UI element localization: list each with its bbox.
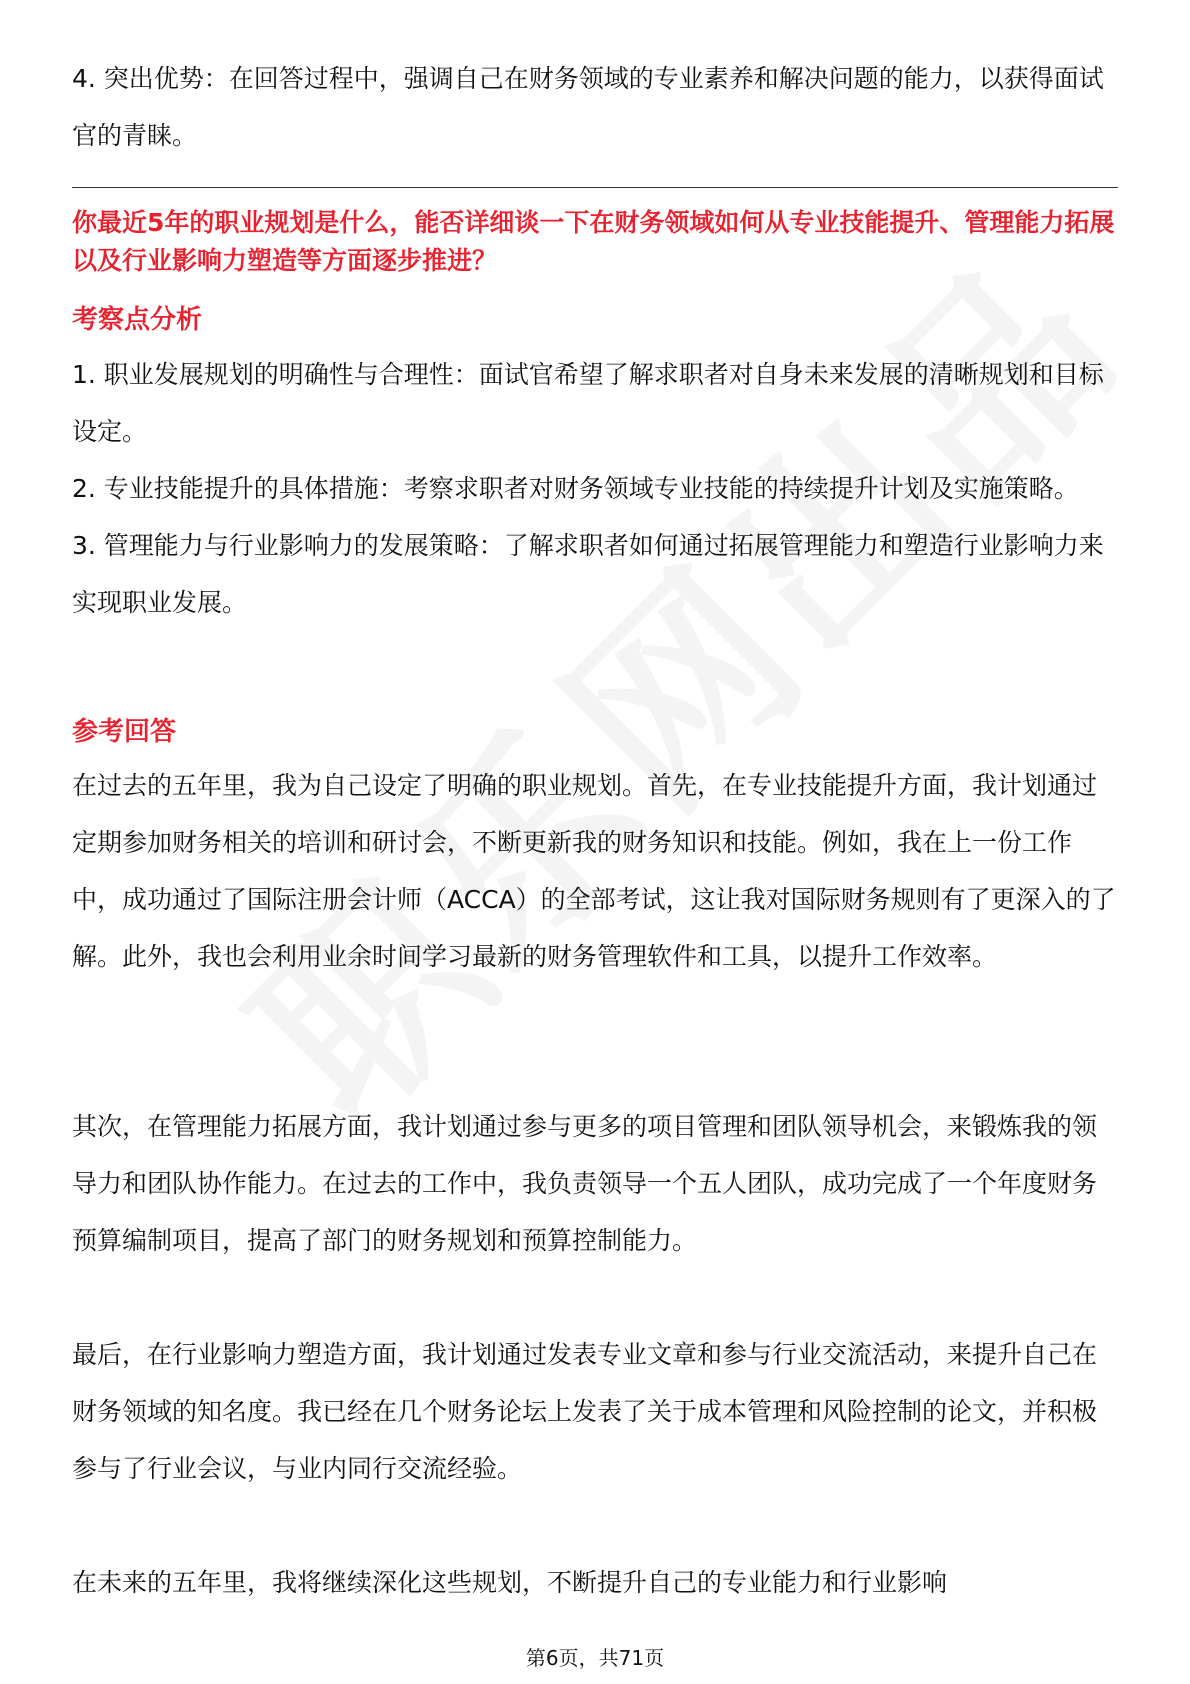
intro-paragraph: 4. 突出优势：在回答过程中，强调自己在财务领域的专业素养和解决问题的能力，以获得面试官的青睐。 — [72, 64, 1104, 150]
answer-paragraph: 在未来的五年里，我将继续深化这些规划，不断提升自己的专业能力和行业影响 — [72, 1568, 948, 1597]
answer-paragraph: 最后，在行业影响力塑造方面，我计划通过发表专业文章和参与行业交流活动，来提升自己在财务领域的知名度。我已经在几个财务论坛上发表了关于成本管理和风险控制的论文，并积极参与了行业会议，与业内同行交流经验。 — [72, 1340, 1098, 1483]
analysis-item: 2. 专业技能提升的具体措施：考察求职者对财务领域专业技能的持续提升计划及实施策略。 — [72, 474, 1079, 503]
analysis-item: 1. 职业发展规划的明确性与合理性：面试官希望了解求职者对自身未来发展的清晰规划和目标设定。 — [72, 360, 1104, 446]
analysis-item: 3. 管理能力与行业影响力的发展策略：了解求职者如何通过拓展管理能力和塑造行业影响力来实现职业发展。 — [72, 531, 1104, 617]
section-divider — [72, 187, 1118, 188]
answer-paragraph: 其次，在管理能力拓展方面，我计划通过参与更多的项目管理和团队领导机会，来锻炼我的领导力和团队协作能力。在过去的工作中，我负责领导一个五人团队，成功完成了一个年度财务预算编制项目，提高了部门的财务规划和预算控制能力。 — [72, 1112, 1098, 1255]
answer-title: 参考回答 — [72, 717, 177, 747]
analysis-title: 考察点分析 — [72, 305, 203, 335]
answer-paragraph: 在过去的五年里，我为自己设定了明确的职业规划。首先，在专业技能提升方面，我计划通过定期参加财务相关的培训和研讨会，不断更新我的财务知识和技能。例如，我在上一份工作中，成功通过了国际注册会计师（ACCA）的全部考试，这让我对国际财务规则有了更深入的了解。此外，我也会利用业余时间学习最新的财务管理软件和工具，以提升工作效率。 — [72, 771, 1116, 971]
question-heading: 你最近5年的职业规划是什么，能否详细谈一下在财务领域如何从专业技能提升、管理能力拓展以及行业影响力塑造等方面逐步推进？ — [72, 208, 1115, 275]
page-number-footer: 第6页，共71页 — [525, 1646, 665, 1670]
analysis-list — [72, 346, 1118, 631]
